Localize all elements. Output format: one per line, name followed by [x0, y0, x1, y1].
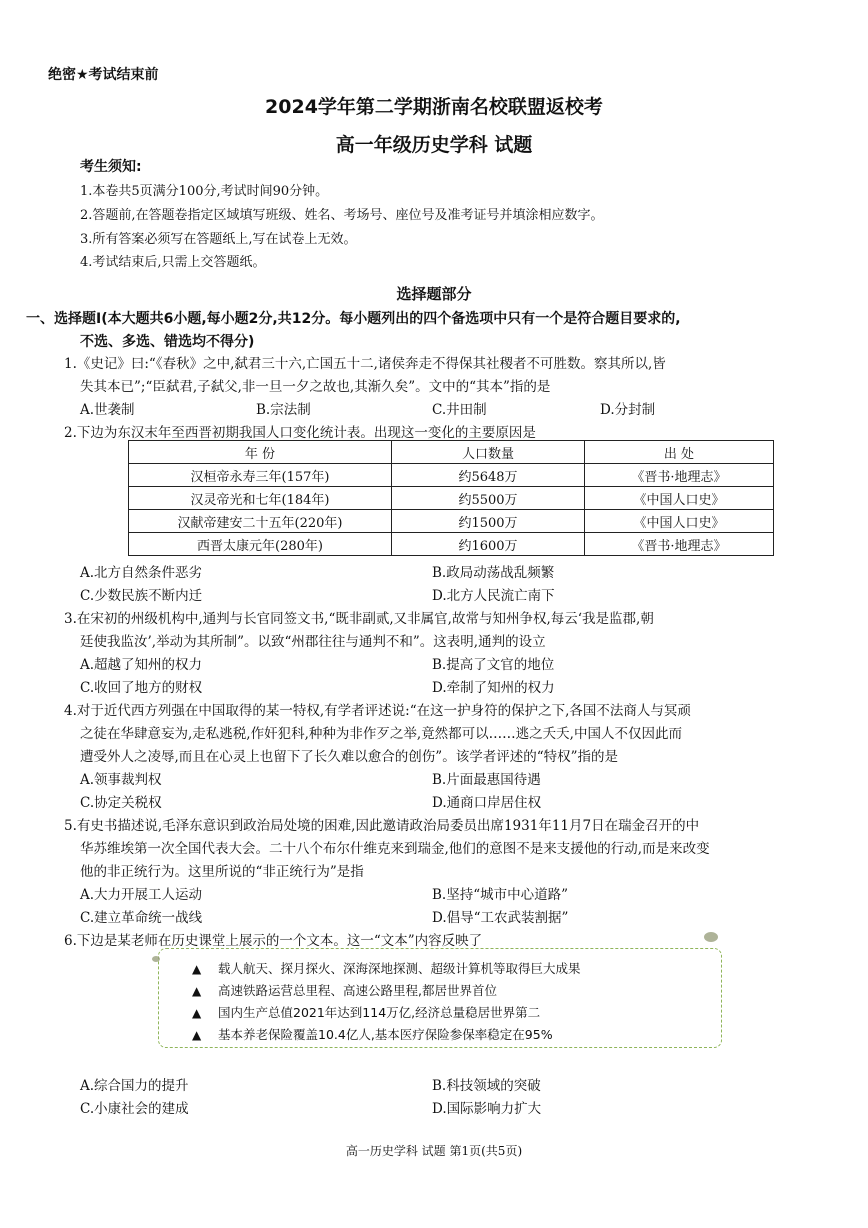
q1-option-c: C.井田制	[432, 402, 487, 418]
triangle-bullet-icon: ▲	[192, 1028, 202, 1042]
q3-option-a: A.超越了知州的权力	[80, 657, 203, 673]
q2-option-d: D.北方人民流亡南下	[432, 588, 555, 604]
q5-option-b: B.坚持“城市中心道路”	[432, 887, 569, 903]
question-4-stem-cont: 之徒在华肆意妄为,走私逃税,作奸犯科,种种为非作歹之举,竟然都可以……逃之夭夭,中国人不仅因此而	[80, 726, 682, 742]
box-item-text: 基本养老保险覆盖10.4亿人,基本医疗保险参保率稳定在95%	[218, 1027, 553, 1042]
q5-option-a: A.大力开展工人运动	[80, 887, 203, 903]
question-4-stem: 4.对于近代西方列强在中国取得的某一特权,有学者评述说:“在这一护身符的保护之下,各国不法商人与冥顽	[64, 703, 691, 719]
notice-item: 1.本卷共5页满分100分,考试时间90分钟。	[80, 184, 329, 199]
confidential-label: 绝密★考试结束前	[48, 67, 159, 83]
q6-option-c: C.小康社会的建成	[80, 1101, 189, 1117]
table-header-row	[129, 441, 774, 464]
notice-item: 2.答题前,在答题卷指定区域填写班级、姓名、考场号、座位号及准考证号并填涂相应数字。	[80, 208, 604, 223]
q4-option-a: A.领事裁判权	[80, 772, 162, 788]
q3-option-b: B.提高了文官的地位	[432, 657, 555, 673]
box-item	[192, 1003, 540, 1021]
q1-option-b: B.宗法制	[256, 402, 311, 418]
question-4-stem-cont: 遭受外人之凌辱,而且在心灵上也留下了长久难以愈合的创伤”。该学者评述的“特权”指的是	[80, 749, 618, 765]
q1-option-a: A.世袭制	[80, 402, 135, 418]
question-5-stem: 5.有史书描述说,毛泽东意识到政治局处境的困难,因此邀请政治局委员出席1931年11月7日在瑞金召开的中	[64, 818, 700, 834]
question-2-stem: 2.下边为东汉末年至西晋初期我国人口变化统计表。出现这一变化的主要原因是	[64, 425, 536, 441]
box-item-text: 国内生产总值2021年达到114万亿,经济总量稳居世界第二	[218, 1005, 541, 1020]
box-item	[192, 959, 581, 977]
q5-option-d: D.倡导“工农武装割据”	[432, 910, 569, 926]
table-cell: 《晋书·地理志》	[585, 533, 774, 556]
question-3-stem: 3.在宋初的州级机构中,通判与长官同签文书,“既非副贰,又非属官,故常与知州争权,每云‘我是监郡,朝	[64, 611, 654, 627]
table-cell: 汉献帝建安二十五年(220年)	[129, 510, 392, 533]
q2-option-c: C.少数民族不断内迁	[80, 588, 203, 604]
q6-option-b: B.科技领域的突破	[432, 1078, 541, 1094]
exam-subtitle: 高一年级历史学科 试题	[335, 134, 533, 156]
box-item	[192, 1025, 553, 1043]
box-item-text: 载人航天、探月探火、深海深地探测、超级计算机等取得巨大成果	[218, 961, 581, 976]
table-cell: 约1600万	[392, 533, 585, 556]
table-row	[129, 464, 774, 487]
cloud-icon	[704, 932, 718, 942]
table-cell: 《晋书·地理志》	[585, 464, 774, 487]
part-instructions: 一、选择题Ⅰ(本大题共6小题,每小题2分,共12分。每小题列出的四个备选项中只有一个是符合题目要求的,	[26, 311, 681, 327]
q1-option-d: D.分封制	[600, 402, 656, 418]
table-row	[129, 510, 774, 533]
page-footer: 高一历史学科 试题 第1页(共5页)	[345, 1144, 523, 1158]
table-cell: 汉桓帝永寿三年(157年)	[129, 464, 392, 487]
q3-option-c: C.收回了地方的财权	[80, 680, 203, 696]
table-row	[129, 487, 774, 510]
table-cell: 汉灵帝光和七年(184年)	[129, 487, 392, 510]
table-cell: 《中国人口史》	[585, 487, 774, 510]
q6-option-d: D.国际影响力扩大	[432, 1101, 542, 1117]
question-5-stem-cont: 华苏维埃第一次全国代表大会。二十八个布尔什维克来到瑞金,他们的意图不是来支援他的行动,而是来改变	[80, 841, 710, 857]
table-cell: 《中国人口史》	[585, 510, 774, 533]
question-5-stem-cont: 他的非正统行为。这里所说的“非正统行为”是指	[80, 864, 364, 880]
question-1-stem: 1.《史记》曰:“《春秋》之中,弑君三十六,亡国五十二,诸侯奔走不得保其社稷者不可胜数。察其所以,皆	[64, 356, 666, 372]
question-3-stem-cont: 廷使我监汝’,举动为其所制”。以致“州郡往往与通判不和”。这表明,通判的设立	[80, 634, 546, 650]
part-instructions-cont: 不选、多选、错选均不得分)	[80, 334, 255, 350]
table-cell: 约5648万	[392, 464, 585, 487]
table-row	[129, 533, 774, 556]
q4-option-c: C.协定关税权	[80, 795, 162, 811]
table-cell: 约5500万	[392, 487, 585, 510]
question-6-stem: 6.下边是某老师在历史课堂上展示的一个文本。这一“文本”内容反映了	[64, 933, 483, 949]
table-header: 出 处	[585, 441, 774, 464]
notice-item: 4.考试结束后,只需上交答题纸。	[80, 255, 266, 270]
population-table	[128, 440, 774, 556]
notice-heading: 考生须知:	[80, 159, 142, 175]
exam-title: 2024学年第二学期浙南名校联盟返校考	[265, 96, 603, 118]
cloud-icon	[152, 956, 160, 962]
question-1-stem-cont: 失其本已”;“臣弑君,子弑父,非一旦一夕之故也,其渐久矣”。文中的“其本”指的是	[80, 379, 551, 395]
q6-option-a: A.综合国力的提升	[80, 1078, 189, 1094]
notice-item: 3.所有答案必须写在答题纸上,写在试卷上无效。	[80, 232, 357, 247]
q2-option-b: B.政局动荡战乱频繁	[432, 565, 555, 581]
q5-option-c: C.建立革命统一战线	[80, 910, 203, 926]
triangle-bullet-icon: ▲	[192, 984, 202, 998]
q4-option-d: D.通商口岸居住权	[432, 795, 542, 811]
box-item-text: 高速铁路运营总里程、高速公路里程,都居世界首位	[218, 983, 497, 998]
q3-option-d: D.牵制了知州的权力	[432, 680, 555, 696]
table-header: 人口数量	[392, 441, 585, 464]
triangle-bullet-icon: ▲	[192, 962, 202, 976]
section-title: 选择题部分	[396, 285, 472, 303]
box-item	[192, 981, 497, 999]
table-cell: 约1500万	[392, 510, 585, 533]
q4-option-b: B.片面最惠国待遇	[432, 772, 541, 788]
q2-option-a: A.北方自然条件恶劣	[80, 565, 203, 581]
table-cell: 西晋太康元年(280年)	[129, 533, 392, 556]
table-header: 年 份	[129, 441, 392, 464]
triangle-bullet-icon: ▲	[192, 1006, 202, 1020]
